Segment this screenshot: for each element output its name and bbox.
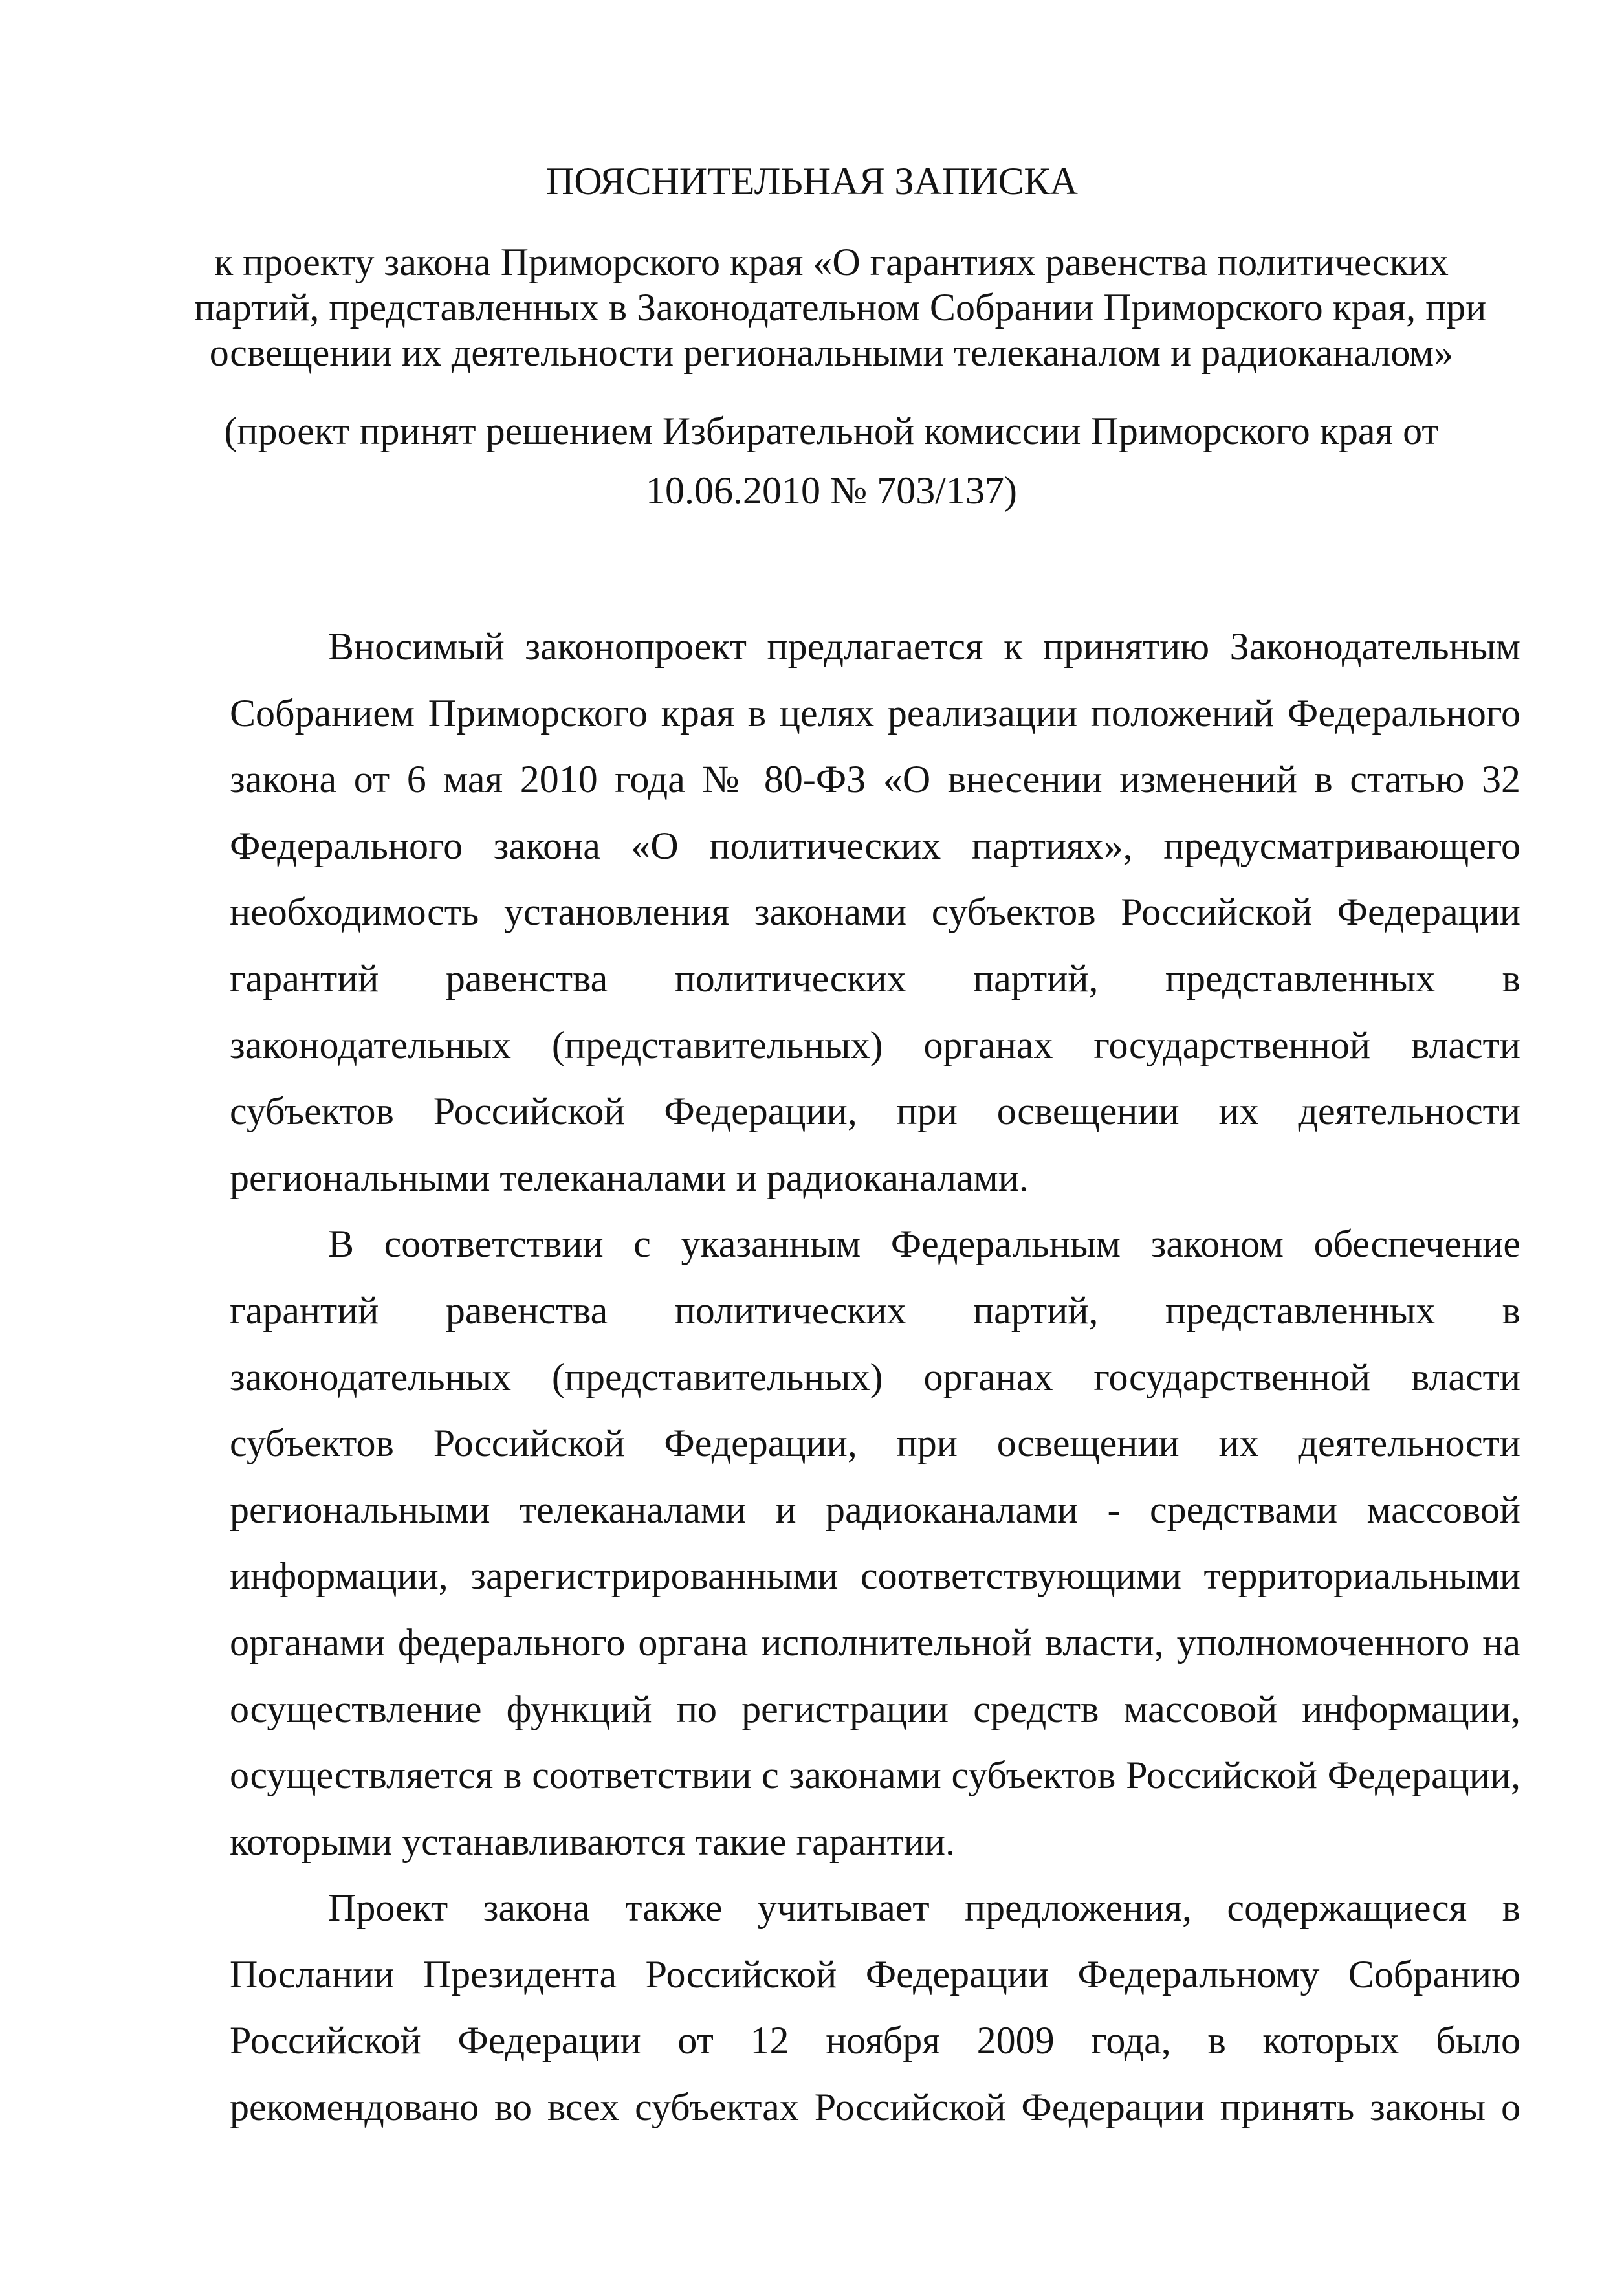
body-line: Послании Президента Российской Федерации Федеральному Собранию	[230, 1952, 1520, 1996]
body-line: субъектов Российской Федерации, при освещении их деятельности	[230, 1090, 1520, 1133]
body-line: осуществляется в соответствии с законами субъектов Российской Федерации,	[230, 1754, 1520, 1797]
document-subtitle	[194, 239, 1487, 375]
body-line: региональными телеканалами и радиоканалами - средствами массовой	[230, 1488, 1520, 1531]
adoption-note	[194, 401, 1469, 520]
adoption-note-line: 10.06.2010 № 703/137)	[646, 469, 1017, 512]
body-line: законодательных (представительных) органах государственной власти	[230, 1023, 1520, 1066]
body-line: Проект закона также учитывает предложения, содержащиеся в	[328, 1886, 1520, 1930]
body-line: субъектов Российской Федерации, при освещении их деятельности	[230, 1422, 1520, 1465]
body-line: В соответствии с указанным Федеральным законом обеспечение	[328, 1222, 1520, 1266]
document-body	[230, 613, 1520, 2141]
paragraph-2	[230, 1211, 1520, 1875]
body-line: закона от 6 мая 2010 года № 80-ФЗ «О внесении изменений в статью 32	[230, 758, 1520, 801]
body-line: региональными телеканалами и радиоканалами.	[230, 1156, 1029, 1199]
subtitle-line: партий, представленных в Законодательном Собрании Приморского края, при	[194, 286, 1487, 329]
body-line: органами федерального органа исполнительной власти, уполномоченного на	[230, 1620, 1520, 1664]
paragraph-1	[230, 613, 1520, 1211]
subtitle-line: к проекту закона Приморского края «О гарантиях равенства политических	[214, 241, 1449, 283]
body-line: гарантий равенства политических партий, представленных в	[230, 1288, 1520, 1332]
subtitle-line: освещении их деятельности региональными телеканалом и радиоканалом»	[209, 331, 1454, 374]
body-line: информации, зарегистрированными соответствующими территориальными	[230, 1554, 1520, 1598]
body-line: гарантий равенства политических партий, представленных в	[230, 956, 1520, 1000]
body-line: Вносимый законопроект предлагается к принятию Законодательным	[328, 625, 1520, 668]
body-line: которыми устанавливаются такие гарантии.	[230, 1820, 955, 1863]
paragraph-3	[230, 1875, 1520, 2140]
body-line: осуществление функций по регистрации средств массовой информации,	[230, 1687, 1520, 1730]
body-line: законодательных (представительных) органах государственной власти	[230, 1355, 1520, 1398]
body-line: Собранием Приморского края в целях реализации положений Федерального	[230, 691, 1520, 735]
body-line: рекомендовано во всех субъектах Российской Федерации принять законы о	[230, 2086, 1520, 2129]
body-line: необходимость установления законами субъектов Российской Федерации	[230, 890, 1520, 934]
body-line: Федерального закона «О политических партиях», предусматривающего	[230, 824, 1520, 867]
document-title: ПОЯСНИТЕЛЬНАЯ ЗАПИСКА	[546, 160, 1078, 203]
adoption-note-line: (проект принят решением Избирательной комиссии Приморского края от	[224, 410, 1439, 452]
body-line: Российской Федерации от 12 ноября 2009 года, в которых было	[230, 2019, 1520, 2062]
